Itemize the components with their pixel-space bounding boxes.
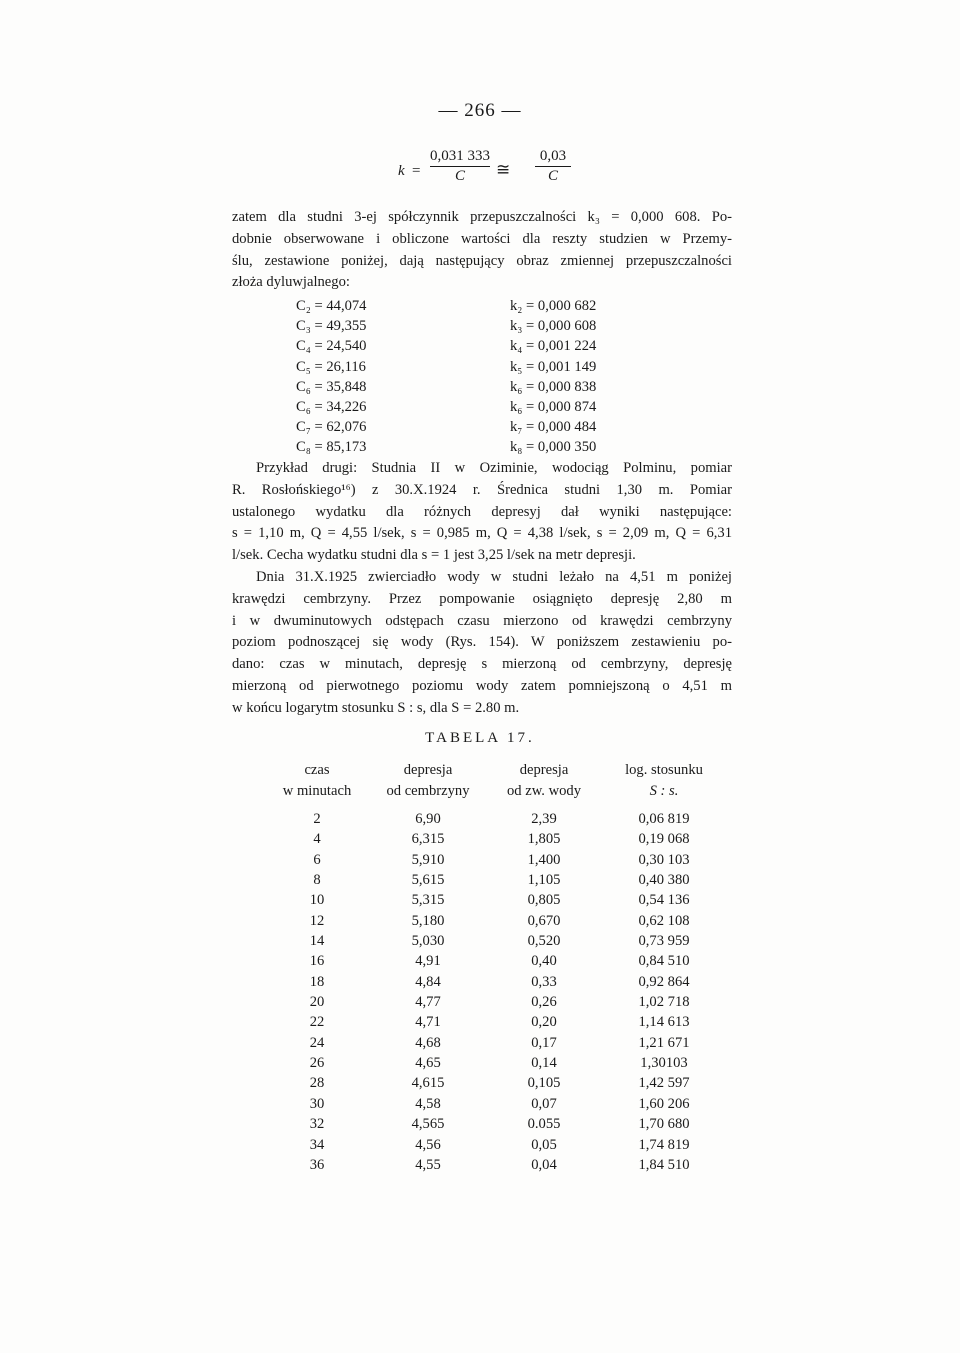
k-value: k₆ = 0,000 874 [510, 398, 597, 415]
column-header: depresja [403, 762, 453, 778]
paragraph-line: złoża dyluwjalnego: [232, 274, 350, 291]
c-value: C₆ = 34,226 [296, 398, 367, 415]
k-value: k₇ = 0,000 484 [510, 419, 597, 436]
table-cell: 0,92 864 [638, 973, 690, 990]
table-row [262, 911, 724, 931]
table-cell: 5,315 [411, 892, 445, 909]
table-cell: 10 [309, 892, 325, 909]
table-cell: 1,30103 [640, 1055, 688, 1072]
c-value: C₂ = 44,074 [296, 298, 367, 314]
table-cell: 1,02 718 [638, 994, 690, 1011]
table-cell: 4,71 [415, 1014, 441, 1031]
table-cell: 0,14 [531, 1055, 557, 1072]
formula-denominator-2: C [547, 168, 558, 184]
table-cell: 34 [309, 1136, 325, 1153]
table-cell: 0,805 [527, 892, 561, 909]
table-cell: 0,26 [531, 994, 557, 1011]
formula-fraction-2 [535, 148, 571, 185]
data-table [262, 760, 724, 1175]
column-header: log. stosunku [625, 762, 703, 778]
coefficient-row [296, 437, 656, 457]
table-cell: 0,07 [531, 1095, 557, 1112]
table-cell: 8 [313, 872, 321, 889]
table-row [262, 1114, 724, 1134]
c-value: C₅ = 26,116 [296, 358, 366, 375]
table-cell: 6,315 [411, 831, 445, 848]
table-cell: 4,91 [415, 953, 441, 970]
column-header: S : s. [649, 782, 679, 799]
coefficient-row [296, 397, 656, 417]
coefficient-row [296, 377, 656, 397]
paragraph-example [232, 458, 732, 720]
formula-equals: = [412, 163, 421, 179]
paragraph-line: krawędzi cembrzyny. Przez pompowanie osiągnięto depresję 2,80 m [232, 590, 732, 607]
table-cell: 4,77 [415, 994, 441, 1011]
table-cell: 18 [309, 973, 325, 990]
table-row [262, 992, 724, 1012]
table-cell: 12 [309, 912, 325, 929]
coefficient-list [296, 296, 656, 458]
paragraph-line: l/sek. Cecha wydatku studni dla s = 1 jest 3,25 l/sek na metr depresji. [232, 547, 636, 564]
table-cell: 0,33 [531, 973, 557, 990]
paragraph-line: Dnia 31.X.1925 zwierciadło wody w studni leżało na 4,51 m poniżej [256, 568, 732, 585]
table-row [262, 870, 724, 890]
table-cell: 6,90 [415, 811, 441, 827]
column-header: od cembrzyny [386, 782, 470, 799]
table-cell: 1,14 613 [638, 1014, 690, 1031]
table-cell: 22 [309, 1014, 325, 1031]
table-body [262, 809, 724, 1175]
table-cell: 5,910 [411, 851, 445, 868]
table-cell: 0,520 [527, 933, 561, 950]
table-cell: 0,04 [531, 1156, 557, 1173]
table-cell: 4,68 [415, 1034, 441, 1051]
table-cell: 24 [309, 1034, 325, 1051]
page-number: — 266 — [438, 100, 522, 121]
table-row [262, 972, 724, 992]
table-cell: 4,615 [411, 1075, 445, 1092]
k-value: k₆ = 0,000 838 [510, 378, 597, 395]
table-header-row [262, 781, 724, 810]
table-cell: 1,400 [527, 851, 561, 868]
table-cell: 5,030 [411, 933, 445, 950]
column-header: depresja [519, 762, 569, 778]
table-cell: 0.055 [527, 1116, 561, 1133]
table-cell: 0,670 [527, 912, 561, 929]
paragraph-line: poziom podnoszącej się wody (Rys. 154). W poniższem zestawieniu po- [232, 634, 732, 651]
table-row [262, 1135, 724, 1155]
paragraph-line: mierzoną od pierwotnego poziomu wody zatem pomniejszoną o 4,51 m [232, 677, 732, 694]
table-cell: 0,20 [531, 1014, 557, 1031]
table-cell: 0,30 103 [638, 851, 690, 868]
table-cell: 1,60 206 [638, 1095, 690, 1112]
k-value: k₄ = 0,001 224 [510, 338, 597, 355]
k-value: k₃ = 0,000 608 [510, 318, 597, 335]
table-row [262, 1053, 724, 1073]
coefficient-row [296, 296, 656, 316]
c-value: C₃ = 49,355 [296, 318, 367, 335]
table-cell: 4,65 [415, 1055, 441, 1072]
coefficient-row [296, 336, 656, 356]
column-header: czas [304, 762, 330, 778]
table-cell: 1,70 680 [638, 1116, 690, 1133]
coefficient-row [296, 316, 656, 336]
table-cell: 4,84 [415, 973, 441, 990]
table-cell: 32 [309, 1116, 325, 1133]
paragraph-line: Przykład drugi: Studnia II w Oziminie, wodociąg Polminu, pomiar [256, 460, 732, 476]
coefficient-row [296, 357, 656, 377]
table-cell: 30 [309, 1095, 325, 1112]
table-cell: 0,05 [531, 1136, 557, 1153]
paragraph-line: i w dwuminutowych odstępach czasu mierzono od krawędzi cembrzyny [232, 612, 732, 629]
table-cell: 36 [309, 1156, 325, 1173]
table-cell: 6 [313, 851, 321, 868]
permeability-formula [398, 148, 598, 200]
paragraph-intro [232, 207, 732, 294]
table-cell: 0,73 959 [638, 933, 690, 950]
table-cell: 1,805 [527, 831, 561, 848]
c-value: C₄ = 24,540 [296, 338, 367, 355]
table-row [262, 931, 724, 951]
table-header-row [262, 760, 724, 781]
table-cell: 0,54 136 [638, 892, 690, 909]
table-row [262, 1094, 724, 1114]
table-row [262, 809, 724, 829]
table-cell: 4,56 [415, 1136, 441, 1153]
paragraph-line: w końcu logarytm stosunku S : s, dla S = 2.80 m. [232, 699, 520, 716]
c-value: C₆ = 35,848 [296, 378, 367, 395]
table-cell: 1,105 [527, 872, 561, 889]
table-cell: 20 [309, 994, 325, 1011]
table-cell: 0,40 [531, 953, 557, 970]
formula-denominator-1: C [454, 168, 465, 184]
table-cell: 0,105 [527, 1075, 561, 1092]
table-cell: 1,74 819 [638, 1136, 690, 1153]
table-cell: 0,40 380 [638, 872, 690, 889]
table-row [262, 1033, 724, 1053]
table-cell: 14 [309, 933, 325, 950]
k-value: k₅ = 0,001 149 [510, 358, 597, 375]
formula-fraction-1 [430, 148, 490, 185]
formula-approx-sign: ≅ [496, 160, 511, 179]
paragraph-line: zatem dla studni 3-ej spółczynnik przepuszczalności k₃ = 0,000 608. Po- [232, 209, 732, 225]
table-cell: 26 [309, 1055, 325, 1072]
table-cell: 0,06 819 [638, 811, 690, 827]
table-row [262, 1155, 724, 1175]
column-header: od zw. wody [506, 782, 582, 799]
table-row [262, 951, 724, 971]
table-cell: 1,21 671 [638, 1034, 690, 1051]
column-header: w minutach [282, 782, 352, 799]
table-cell: 0,84 510 [638, 953, 690, 970]
paragraph-line: R. Rosłońskiego¹⁶) z 30.X.1924 r. Średnica studni 1,30 m. Pomiar [232, 481, 732, 498]
table-cell: 1,84 510 [638, 1156, 690, 1173]
c-value: C₇ = 62,076 [296, 419, 367, 436]
c-value: C₈ = 85,173 [296, 439, 367, 456]
table-cell: 16 [309, 953, 325, 970]
paragraph-line: ustalonego wydatku dla różnych depresyj dał wyniki następujące: [232, 503, 732, 520]
table-cell: 5,180 [411, 912, 445, 929]
table-row [262, 890, 724, 910]
formula-lhs: k [398, 163, 405, 179]
table-row [262, 1073, 724, 1093]
paragraph-line: s = 1,10 m, Q = 4,55 l/sek, s = 0,985 m, Q = 4,38 l/sek, s = 2,09 m, Q = 6,31 [232, 525, 732, 542]
table-cell: 4,565 [411, 1116, 445, 1133]
formula-numerator-2: 0,03 [535, 148, 571, 167]
table-cell: 1,42 597 [638, 1075, 690, 1092]
k-value: k₂ = 0,000 682 [510, 298, 597, 314]
table-cell: 4,58 [415, 1095, 441, 1112]
table-cell: 4,55 [415, 1156, 441, 1173]
table-row [262, 850, 724, 870]
coefficient-row [296, 417, 656, 437]
table-row [262, 1012, 724, 1032]
formula-numerator-1: 0,031 333 [430, 148, 490, 167]
paragraph-line: dano: czas w minutach, depresję s mierzoną od cembrzyny, depresję [232, 656, 732, 673]
table-cell: 2,39 [531, 811, 557, 827]
table-cell: 0,17 [531, 1034, 557, 1051]
table-cell: 0,62 108 [638, 912, 690, 929]
table-cell: 0,19 068 [638, 831, 690, 848]
k-value: k₈ = 0,000 350 [510, 439, 597, 456]
paragraph-line: ślu, zestawione poniżej, dają następujący obraz zmiennej przepuszczalności [232, 252, 732, 269]
table-title: TABELA 17. [425, 730, 535, 746]
table-cell: 5,615 [411, 872, 445, 889]
table-row [262, 829, 724, 849]
paragraph-line: dobnie obserwowane i obliczone wartości dla reszty studzien w Przemy- [232, 230, 732, 247]
table-cell: 4 [313, 831, 321, 848]
table-cell: 2 [313, 811, 321, 827]
table-cell: 28 [309, 1075, 325, 1092]
